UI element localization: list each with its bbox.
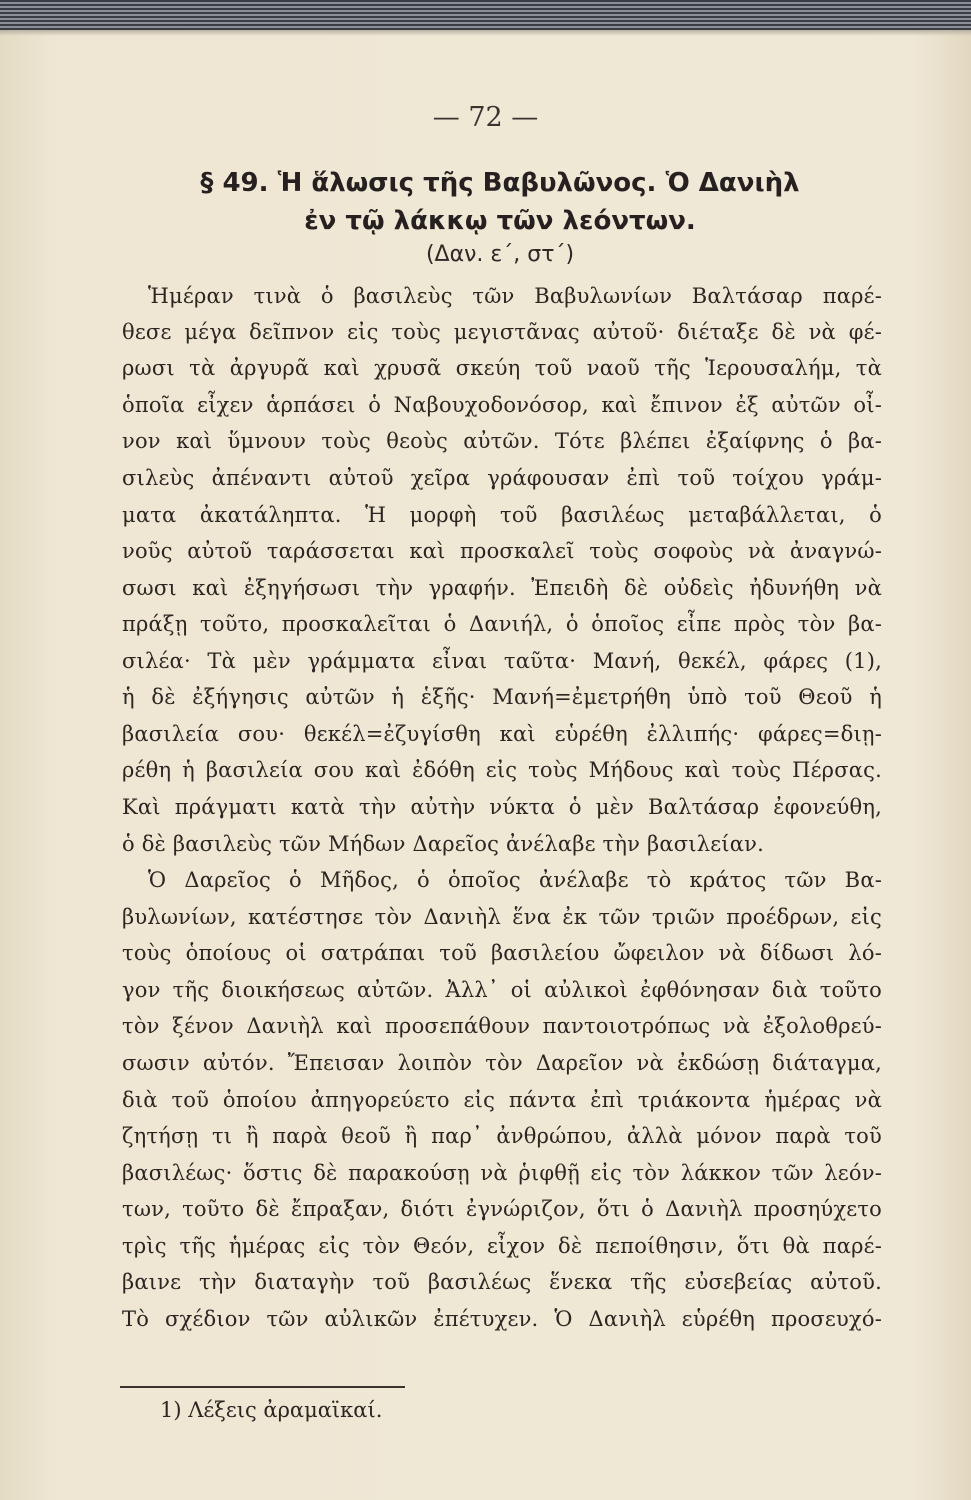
text-line: σιλεὺς ἀπέναντι αὐτοῦ χεῖρα γράφουσαν ἐπὶ τοῦ τοίχου γράμ- bbox=[122, 466, 882, 490]
text-line: γον τῆς διοικήσεως αὐτῶν. Ἀλλ᾿ οἱ αὐλικοὶ ἐφθόνησαν διὰ τοῦτο bbox=[122, 978, 882, 1002]
text-line: βαινε τὴν διαταγὴν τοῦ βασιλέως ἕνεκα τῆς εὐσεβείας αὐτοῦ. bbox=[122, 1270, 882, 1294]
section-heading-line-1: § 49. Ἡ ἅλωσις τῆς Βαβυλῶνος. Ὁ Δανιὴλ bbox=[200, 168, 800, 198]
text-line: Τὸ σχέδιον τῶν αὐλικῶν ἐπέτυχεν. Ὁ Δανιὴλ εὑρέθη προσευχό- bbox=[122, 1307, 882, 1331]
text-line: διὰ τοῦ ὁποίου ἀπηγορεύετο εἰς πάντα ἐπὶ τριάκοντα ἡμέρας νὰ bbox=[122, 1088, 882, 1112]
footnote-rule bbox=[120, 1386, 405, 1388]
scripture-reference: (Δαν. ε΄, στ΄) bbox=[425, 242, 575, 267]
text-line: Ἡμέραν τινὰ ὁ βασιλεὺς τῶν Βαβυλωνίων Βαλτάσαρ παρέ- bbox=[148, 284, 882, 308]
scan-edge-shadow bbox=[0, 30, 971, 36]
text-line: βυλωνίων, κατέστησε τὸν Δανιὴλ ἕνα ἐκ τῶν τριῶν προέδρων, εἰς bbox=[122, 905, 882, 929]
text-line: σωσιν αὐτόν. Ἔπεισαν λοιπὸν τὸν Δαρεῖον νὰ ἐκδώσῃ διάταγμα, bbox=[122, 1051, 882, 1075]
section-heading-line-2: ἐν τῷ λάκκῳ τῶν λεόντων. bbox=[304, 206, 696, 236]
text-line: ὁ δὲ βασιλεὺς τῶν Μήδων Δαρεῖος ἀνέλαβε τὴν βασιλείαν. bbox=[122, 832, 764, 856]
text-line: ἡ δὲ ἐξήγησις αὐτῶν ἡ ἑξῆς· Μανή=ἐμετρήθη ὑπὸ τοῦ Θεοῦ ἡ bbox=[122, 685, 882, 709]
text-line: τοὺς ὁποίους οἱ σατράπαι τοῦ βασιλείου ὤφειλον νὰ δίδωσι λό- bbox=[122, 941, 882, 965]
text-line: ὁποῖα εἶχεν ἁρπάσει ὁ Ναβουχοδονόσορ, καὶ ἔπινον ἐξ αὐτῶν οἶ- bbox=[122, 393, 882, 417]
text-line: των, τοῦτο δὲ ἔπραξαν, διότι ἐγνώριζον, ὅτι ὁ Δανιὴλ προσηύχετο bbox=[122, 1197, 882, 1221]
text-line: τρὶς τῆς ἡμέρας εἰς τὸν Θεόν, εἶχον δὲ πεποίθησιν, ὅτι θὰ παρέ- bbox=[122, 1234, 882, 1258]
text-line: ρέθη ἡ βασιλεία σου καὶ ἐδόθη εἰς τοὺς Μήδους καὶ τοὺς Πέρσας. bbox=[122, 758, 882, 782]
scan-top-edge bbox=[0, 0, 971, 30]
text-line: νοῦς αὐτοῦ ταράσσεται καὶ προσκαλεῖ τοὺς σοφοὺς νὰ ἀναγνώ- bbox=[122, 539, 882, 563]
text-line: θεσε μέγα δεῖπνον εἰς τοὺς μεγιστᾶνας αὐτοῦ· διέταξε δὲ νὰ φέ- bbox=[122, 320, 882, 344]
text-line: τὸν ξένον Δανιὴλ καὶ προσεπάθουν παντοιοτρόπως νὰ ἐξολοθρεύ- bbox=[122, 1014, 882, 1038]
text-line: πράξῃ τοῦτο, προσκαλεῖται ὁ Δανιήλ, ὁ ὁποῖος εἶπε πρὸς τὸν βα- bbox=[122, 612, 882, 636]
text-line: ματα ἀκατάληπτα. Ἡ μορφὴ τοῦ βασιλέως μεταβάλλεται, ὁ bbox=[122, 503, 882, 527]
footnote: 1) Λέξεις ἀραμαϊκαί. bbox=[160, 1398, 383, 1422]
page-number: — 72 — bbox=[432, 102, 539, 133]
text-line: σιλέα· Τὰ μὲν γράμματα εἶναι ταῦτα· Μανή, θεκέλ, φάρες (1), bbox=[122, 649, 882, 673]
text-line: βασιλεία σου· θεκέλ=ἐζυγίσθη καὶ εὑρέθη ἐλλιπής· φάρες=διῃ- bbox=[122, 722, 882, 746]
text-line: Καὶ πράγματι κατὰ τὴν αὐτὴν νύκτα ὁ μὲν Βαλτάσαρ ἐφονεύθη, bbox=[122, 795, 882, 819]
text-line: ρωσι τὰ ἀργυρᾶ καὶ χρυσᾶ σκεύη τοῦ ναοῦ τῆς Ἱερουσαλήμ, τὰ bbox=[122, 356, 882, 380]
text-line: ζητήσῃ τι ἢ παρὰ θεοῦ ἢ παρ᾿ ἀνθρώπου, ἀλλὰ μόνον παρὰ τοῦ bbox=[122, 1124, 882, 1148]
text-line: βασιλέως· ὅστις δὲ παρακούσῃ νὰ ῥιφθῇ εἰς τὸν λάκκον τῶν λεόν- bbox=[122, 1161, 882, 1185]
text-line: Ὁ Δαρεῖος ὁ Μῆδος, ὁ ὁποῖος ἀνέλαβε τὸ κράτος τῶν Βα- bbox=[148, 868, 882, 892]
text-line: σωσι καὶ ἐξηγήσωσι τὴν γραφήν. Ἐπειδὴ δὲ οὐδεὶς ἠδυνήθη νὰ bbox=[122, 576, 882, 600]
text-line: νον καὶ ὕμνουν τοὺς θεοὺς αὐτῶν. Τότε βλέπει ἐξαίφνης ὁ βα- bbox=[122, 429, 882, 453]
